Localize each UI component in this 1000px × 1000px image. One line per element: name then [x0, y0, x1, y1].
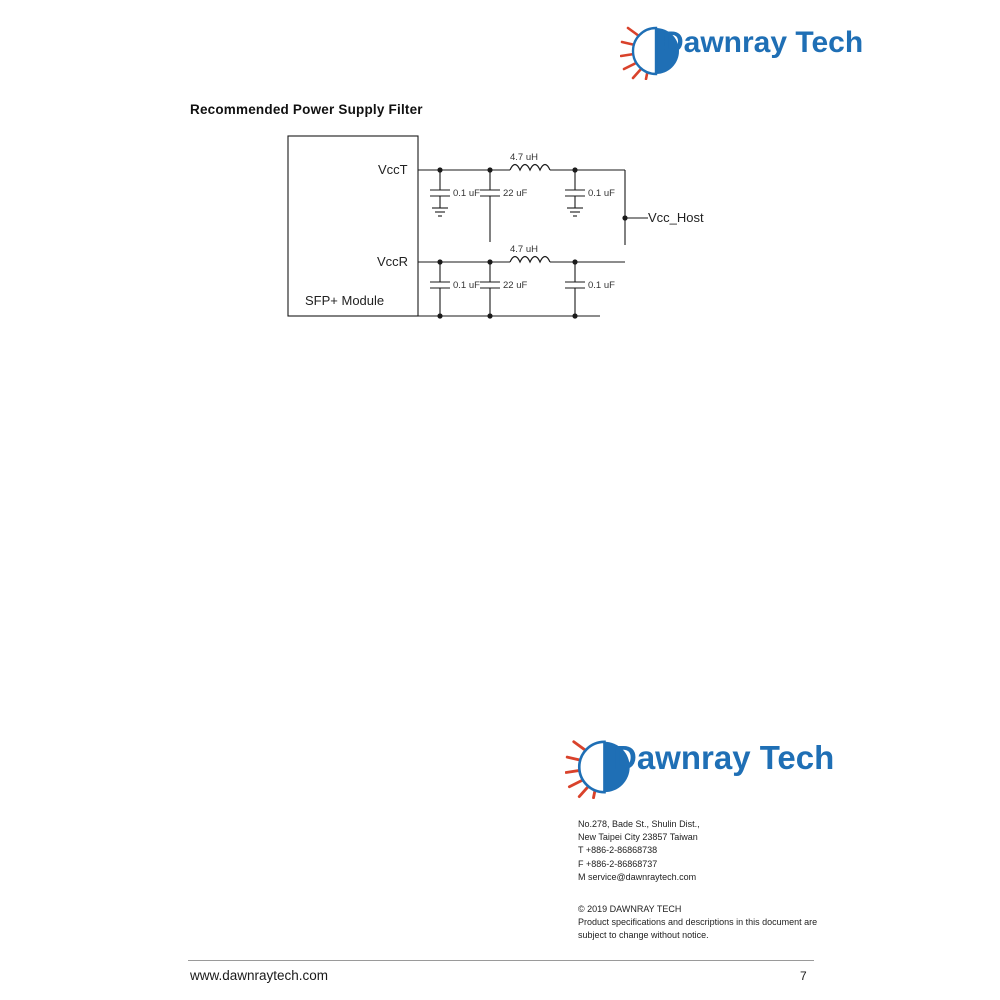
cap-top-2-value: 22 uF: [503, 188, 528, 199]
fax-line: F +886-2-86868737: [578, 858, 658, 869]
cap-top-1-value: 0.1 uF: [453, 188, 480, 199]
inductor-top-value: 4.7 uH: [510, 152, 538, 163]
legal-block: [578, 903, 868, 943]
footer-website-url[interactable]: www.dawnraytech.com: [190, 968, 329, 983]
pin-label-vcct: VccT: [378, 162, 408, 177]
phone-line: T +886-2-86868738: [578, 845, 658, 856]
host-label: Vcc_Host: [648, 210, 704, 225]
cap-bottom-1-value: 0.1 uF: [453, 280, 480, 291]
footer-page-number: 7: [800, 969, 807, 983]
copyright-line: © 2019 DAWNRAY TECH: [578, 904, 682, 914]
footer-divider: [188, 960, 814, 961]
page-title: Recommended Power Supply Filter: [190, 102, 423, 117]
cap-bottom-2-value: 22 uF: [503, 280, 528, 291]
cap-top-3-value: 0.1 uF: [588, 188, 615, 199]
brand-name: Dawnray Tech: [613, 739, 835, 776]
logo-top: [620, 22, 864, 82]
brand-name: Dawnray Tech: [662, 26, 864, 59]
address-line: New Taipei City 23857 Taiwan: [578, 832, 698, 843]
power-supply-filter-schematic: [270, 130, 750, 330]
logo-bottom: [565, 735, 835, 801]
address-line: No.278, Bade St., Shulin Dist.,: [578, 819, 700, 829]
disclaimer-line: subject to change without notice.: [578, 930, 709, 941]
pin-label-vccr: VccR: [377, 254, 409, 269]
cap-bottom-3-value: 0.1 uF: [588, 280, 615, 291]
inductor-bottom-value: 4.7 uH: [510, 244, 538, 255]
disclaimer-line: Product specifications and descriptions in this document are: [578, 917, 818, 928]
email-line: M service@dawnraytech.com: [578, 871, 697, 882]
module-label: SFP+ Module: [305, 293, 385, 308]
company-address: [578, 818, 878, 884]
